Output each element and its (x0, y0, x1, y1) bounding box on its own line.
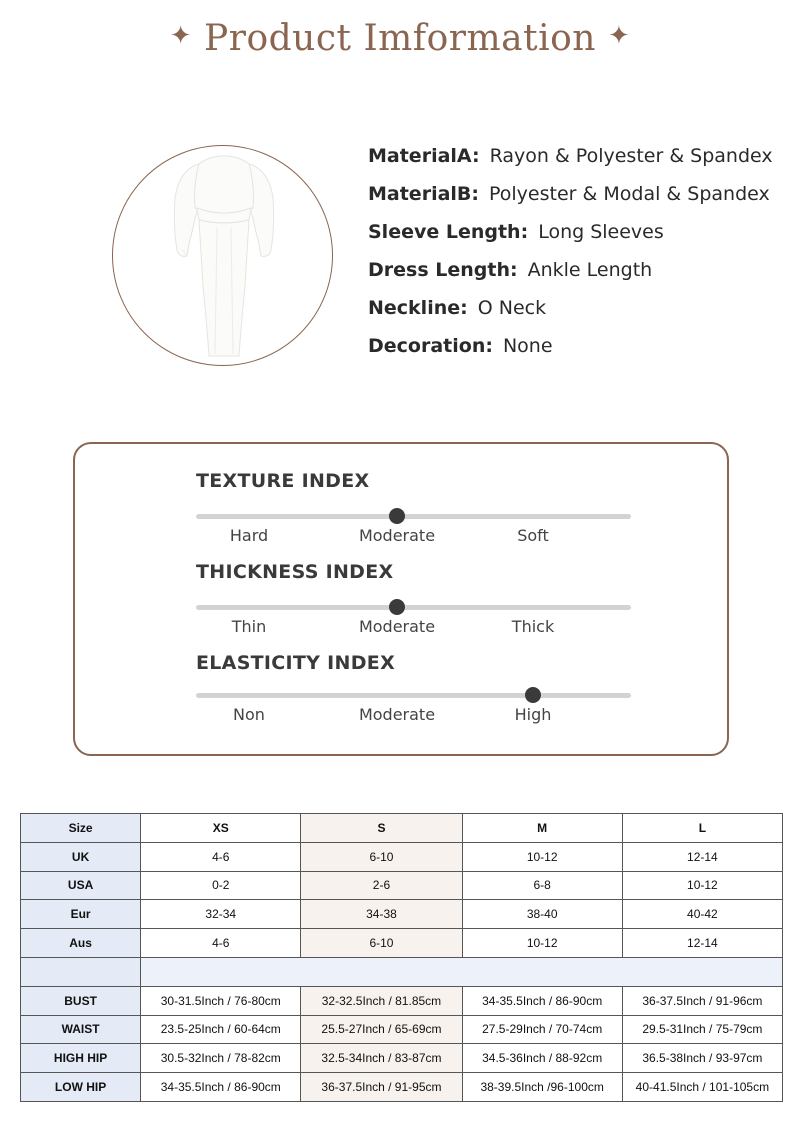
spec-value: Long Sleeves (538, 221, 664, 243)
index-track (196, 605, 631, 610)
page-title (0, 18, 800, 59)
table-cell: 4-6 (141, 929, 301, 958)
table-cell: WAIST (21, 1015, 141, 1044)
index-knob (525, 687, 541, 703)
product-specs (368, 140, 788, 368)
table-row (21, 842, 783, 871)
spec-row-decoration (368, 330, 788, 368)
spec-row-neckline (368, 292, 788, 330)
sparkle-icon: ✦ (607, 21, 631, 51)
table-cell: 25.5-27Inch / 65-69cm (301, 1015, 462, 1044)
index-track (196, 693, 631, 698)
table-cell: 29.5-31Inch / 75-79cm (622, 1015, 782, 1044)
table-cell: XS (141, 814, 301, 843)
table-cell: 36-37.5Inch / 91-95cm (301, 1073, 462, 1102)
spec-value: Polyester & Modal & Spandex (489, 183, 770, 205)
table-cell: 23.5-25Inch / 60-64cm (141, 1015, 301, 1044)
index-label: Moderate (358, 705, 436, 724)
table-cell: 34-35.5Inch / 86-90cm (462, 986, 622, 1015)
table-cell: 36-37.5Inch / 91-96cm (622, 986, 782, 1015)
table-spacer-row (21, 957, 783, 986)
table-cell: 0-2 (141, 871, 301, 900)
spec-label: Decoration: (368, 335, 493, 357)
index-label: Hard (229, 526, 269, 545)
table-cell: 34.5-36Inch / 88-92cm (462, 1044, 622, 1073)
index-title: ELASTICITY INDEX (196, 652, 396, 674)
table-cell: 40-41.5Inch / 101-105cm (622, 1073, 782, 1102)
spec-label: MaterialA: (368, 145, 480, 167)
table-cell: Eur (21, 900, 141, 929)
table-cell: HIGH HIP (21, 1044, 141, 1073)
spec-row-sleeve-length (368, 216, 788, 254)
table-row (21, 929, 783, 958)
table-cell: 6-10 (301, 842, 462, 871)
size-chart (20, 813, 783, 1102)
table-cell: 12-14 (622, 842, 782, 871)
table-cell (141, 957, 783, 986)
table-cell: USA (21, 871, 141, 900)
index-title: THICKNESS INDEX (196, 561, 394, 583)
table-row (21, 1015, 783, 1044)
table-cell: BUST (21, 986, 141, 1015)
table-cell: 34-35.5Inch / 86-90cm (141, 1073, 301, 1102)
table-row (21, 1044, 783, 1073)
table-cell: 10-12 (462, 929, 622, 958)
table-cell: UK (21, 842, 141, 871)
index-knob (389, 599, 405, 615)
table-cell: 10-12 (622, 871, 782, 900)
table-cell: 36.5-38Inch / 93-97cm (622, 1044, 782, 1073)
sparkle-icon: ✦ (169, 21, 193, 51)
table-row (21, 986, 783, 1015)
spec-row-dress-length (368, 254, 788, 292)
table-cell: 27.5-29Inch / 70-74cm (462, 1015, 622, 1044)
table-cell (21, 957, 141, 986)
index-label: Thick (511, 617, 555, 636)
table-cell: 40-42 (622, 900, 782, 929)
spec-row-material-b (368, 178, 788, 216)
table-cell: 38-39.5Inch /96-100cm (462, 1073, 622, 1102)
table-cell: 32-34 (141, 900, 301, 929)
table-cell: 12-14 (622, 929, 782, 958)
table-cell: Size (21, 814, 141, 843)
index-label: High (514, 705, 552, 724)
table-cell: LOW HIP (21, 1073, 141, 1102)
elasticity-index (196, 652, 636, 732)
table-cell: M (462, 814, 622, 843)
spec-value: Ankle Length (527, 259, 653, 281)
spec-label: Dress Length: (368, 259, 518, 281)
table-cell: 38-40 (462, 900, 622, 929)
index-label: Soft (517, 526, 549, 545)
table-cell: 6-8 (462, 871, 622, 900)
index-knob (389, 508, 405, 524)
spec-value: Rayon & Polyester & Spandex (489, 145, 773, 167)
table-row (21, 871, 783, 900)
table-header-row (21, 814, 783, 843)
index-title: TEXTURE INDEX (196, 470, 370, 492)
table-cell: 32.5-34Inch / 83-87cm (301, 1044, 462, 1073)
table-cell: 30.5-32Inch / 78-82cm (141, 1044, 301, 1073)
index-label: Moderate (358, 526, 436, 545)
table-cell: 6-10 (301, 929, 462, 958)
table-row (21, 900, 783, 929)
index-label: Non (233, 705, 265, 724)
table-cell: 30-31.5Inch / 76-80cm (141, 986, 301, 1015)
spec-row-material-a (368, 140, 788, 178)
table-cell: 2-6 (301, 871, 462, 900)
spec-label: Neckline: (368, 297, 468, 319)
thickness-index (196, 561, 636, 641)
index-label: Moderate (358, 617, 436, 636)
table-cell: 32-32.5Inch / 81.85cm (301, 986, 462, 1015)
index-label: Thin (231, 617, 267, 636)
table-cell: S (301, 814, 462, 843)
texture-index (196, 470, 636, 550)
spec-label: MaterialB: (368, 183, 479, 205)
spec-label: Sleeve Length: (368, 221, 529, 243)
table-cell: 4-6 (141, 842, 301, 871)
spec-value: None (502, 335, 553, 357)
table-cell: L (622, 814, 782, 843)
product-image (112, 145, 333, 366)
title-text: Product Imformation (204, 18, 596, 59)
table-cell: Aus (21, 929, 141, 958)
index-track (196, 514, 631, 519)
table-row (21, 1073, 783, 1102)
table-cell: 34-38 (301, 900, 462, 929)
spec-value: O Neck (477, 297, 547, 319)
dress-image (113, 146, 333, 366)
table-cell: 10-12 (462, 842, 622, 871)
